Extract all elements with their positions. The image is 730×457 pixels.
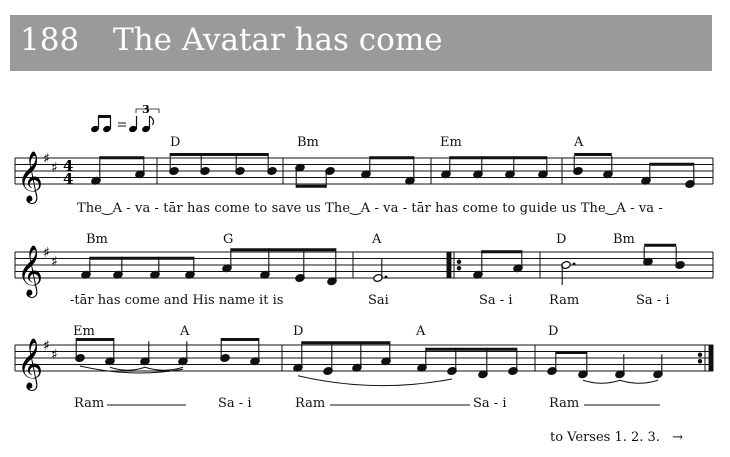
lyric-syllables: Sa - i [218,396,252,411]
slur [80,366,183,373]
lyric-line-1: The‿A - va - tār has come to save us The‿A - va - tār has come to guide us The‿A - va - [77,201,663,216]
treble-clef-icon: 𝄞 [17,338,44,389]
slur [110,367,145,370]
treble-clef-icon: 𝄞 [17,151,44,202]
lyric-syllables: Ram [295,396,326,411]
chord-label: Em [440,135,462,150]
chord-label: Bm [613,232,635,247]
lyric-syllables: Sa - i [479,293,513,308]
sharp-icon: ♯ [51,160,58,176]
hymn-number: 188 [20,22,80,58]
chord-label: Bm [86,232,108,247]
lyric-syllables: -tār has come and His name it is [70,293,284,308]
note-beam [221,338,259,341]
note-beam [302,341,390,344]
slur [620,380,658,383]
chord-label: D [170,135,181,150]
slur [583,380,620,383]
note-beam [90,257,194,260]
note-beam [231,248,336,251]
lyric-syllables: Sai [368,293,389,308]
chord-label: A [574,135,584,150]
chord-label: Bm [297,135,319,150]
triplet-number: 3 [142,103,150,116]
sharp-icon: ♯ [43,245,50,261]
note-beam [100,156,144,159]
treble-clef-icon: 𝄞 [17,245,44,296]
note-dot [385,276,388,279]
chord-label: D [548,324,559,339]
note-beam [650,163,694,166]
lyric-syllables: Ram [549,293,580,308]
chord-label: G [223,232,234,247]
sharp-icon: ♯ [43,151,50,167]
lyric-syllables: Sa - i [636,293,670,308]
slur [298,376,452,386]
chord-label: A [416,324,426,339]
note-beam [644,244,676,247]
chord-label: D [556,232,567,247]
lyric-syllables: Ram [549,396,580,411]
chord-label: D [293,324,304,339]
time-signature-bottom: 4 [63,170,74,188]
note-beam [426,348,517,351]
chord-label: A [372,232,382,247]
note-beam [482,250,522,253]
note-beam [370,156,414,159]
right-arrow-icon: → [672,430,683,445]
lyric-syllables: Sa - i [473,396,507,411]
note-beam [296,185,326,188]
note-beam [574,153,612,156]
tempo-marking [90,103,159,133]
note-beam [170,153,268,156]
footer-text: to Verses 1. 2. 3. [550,430,660,445]
lyric-syllables: Ram [74,396,105,411]
note-dot [573,263,576,266]
verse-continuation [550,430,683,445]
chord-label: A [180,324,190,339]
time-signature-top: 4 [63,157,74,175]
note-beam [556,351,587,354]
sharp-icon: ♯ [51,254,58,270]
note-beam [450,156,547,159]
sharp-icon: ♯ [43,338,50,354]
chord-label: Em [73,324,95,339]
hymn-title: The Avatar has come [113,22,443,58]
sharp-icon: ♯ [51,347,58,363]
